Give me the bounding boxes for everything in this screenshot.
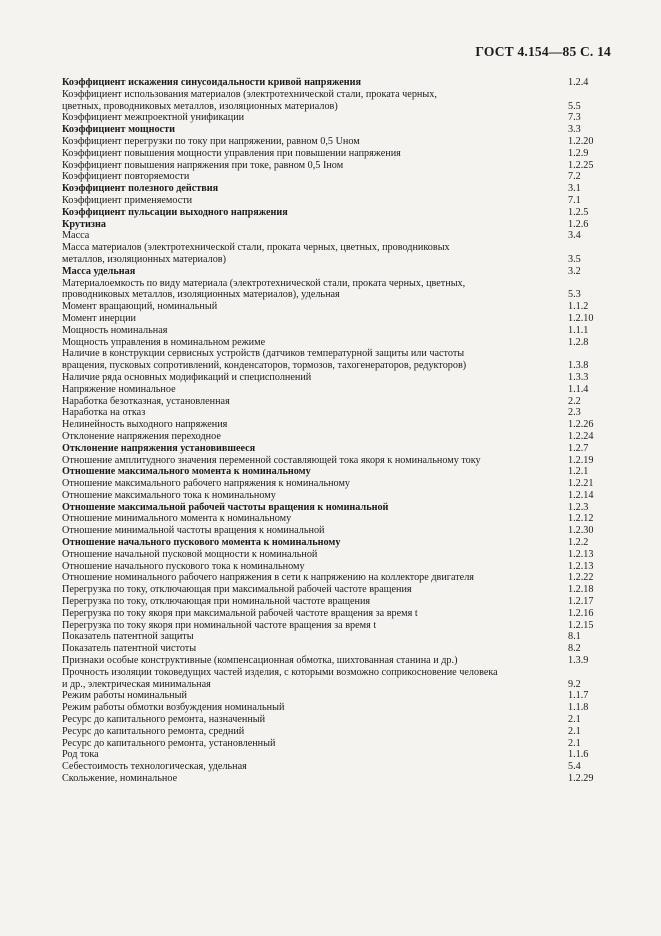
index-entry bbox=[62, 171, 617, 183]
entry-clause-ref: 1.2.10 bbox=[568, 312, 594, 324]
entry-term: Коэффициент искажения синусоидальности кривой напряжения bbox=[62, 77, 361, 88]
entry-term: Отношение минимальной частоты вращения к номинальной bbox=[62, 525, 325, 537]
entry-term: Отношение начальной пусковой мощности к номинальной bbox=[62, 548, 318, 560]
entry-clause-ref: 3.3 bbox=[568, 124, 581, 136]
entry-clause-ref: 1.3.9 bbox=[568, 655, 589, 667]
entry-term: Момент инерции bbox=[62, 312, 136, 324]
entry-clause-ref: 1.2.3 bbox=[568, 501, 589, 513]
entry-term: Перегрузка по току якоря при номинальной частоте вращения за время t bbox=[62, 619, 377, 631]
entry-clause-ref: 8.2 bbox=[568, 643, 581, 655]
index-entry bbox=[62, 620, 617, 632]
entry-term: Ресурс до капитального ремонта, назначенный bbox=[62, 714, 266, 726]
entry-term: Наличие ряда основных модификаций и специсполнений bbox=[62, 371, 312, 383]
entry-term: Отношение начального пускового тока к номинальному bbox=[62, 560, 305, 572]
index-entry bbox=[62, 761, 617, 773]
entry-clause-ref: 1.2.17 bbox=[568, 596, 594, 608]
index-entry bbox=[62, 714, 617, 726]
entry-clause-ref: 1.1.8 bbox=[568, 702, 589, 714]
index-entry bbox=[62, 160, 617, 172]
entry-term: Момент вращающий, номинальный bbox=[62, 301, 218, 313]
entry-term: Режим работы номинальный bbox=[62, 690, 187, 702]
entry-clause-ref: 1.2.7 bbox=[568, 442, 589, 454]
entry-clause-ref: 1.2.21 bbox=[568, 478, 594, 490]
index-entry bbox=[62, 431, 617, 443]
index-entry bbox=[62, 502, 617, 514]
entry-clause-ref: 1.1.2 bbox=[568, 301, 589, 313]
entry-clause-ref: 1.2.6 bbox=[568, 218, 589, 230]
entry-clause-ref: 8.1 bbox=[568, 631, 581, 643]
index-entry bbox=[62, 690, 617, 702]
entry-clause-ref: 1.2.30 bbox=[568, 525, 594, 537]
index-entry bbox=[62, 490, 617, 502]
index-entry bbox=[62, 313, 617, 325]
entry-term: Отношение амплитудного значения переменной составляющей тока якоря к номинальному току bbox=[62, 454, 481, 466]
entry-clause-ref: 1.2.8 bbox=[568, 336, 589, 348]
index-entry bbox=[62, 596, 617, 608]
index-entry bbox=[62, 738, 617, 750]
entry-term: Показатель патентной чистоты bbox=[62, 643, 197, 655]
index-entry bbox=[62, 549, 617, 561]
entry-term: Ресурс до капитального ремонта, средний bbox=[62, 725, 245, 737]
entry-term: Нелинейность выходного напряжения bbox=[62, 419, 228, 431]
index-entry bbox=[62, 466, 617, 478]
entry-term: Скольжение, номинальное bbox=[62, 773, 178, 785]
entry-clause-ref: 1.2.22 bbox=[568, 572, 594, 584]
index-entry bbox=[62, 478, 617, 490]
entry-clause-ref: 3.2 bbox=[568, 265, 581, 277]
index-entry bbox=[62, 655, 617, 667]
index-entry bbox=[62, 124, 617, 136]
entry-term: Род тока bbox=[62, 749, 99, 761]
index-entry bbox=[62, 207, 617, 219]
entry-term: Коэффициент применяемости bbox=[62, 194, 193, 206]
entry-term: Масса удельная bbox=[62, 265, 136, 277]
index-entry bbox=[62, 266, 617, 278]
entry-term: Перегрузка по току якоря при максимальной рабочей частоте вращения за время t bbox=[62, 607, 418, 619]
index-entry bbox=[62, 136, 617, 148]
index-entry bbox=[62, 455, 617, 467]
index-entry bbox=[62, 195, 617, 207]
entry-clause-ref: 1.3.3 bbox=[568, 371, 589, 383]
entry-clause-ref: 1.1.4 bbox=[568, 383, 589, 395]
index-entry bbox=[62, 278, 617, 302]
entry-term: Отношение максимального тока к номинальному bbox=[62, 489, 276, 501]
entry-clause-ref: 3.5 bbox=[568, 253, 581, 265]
index-entry bbox=[62, 183, 617, 195]
index-entry bbox=[62, 219, 617, 231]
entry-clause-ref: 5.5 bbox=[568, 100, 581, 112]
entry-term: Отношение начального пускового момента к номинальному bbox=[62, 537, 341, 549]
entry-clause-ref: 2.1 bbox=[568, 725, 581, 737]
entry-clause-ref: 2.1 bbox=[568, 737, 581, 749]
entry-term: Отношение минимального момента к номинальному bbox=[62, 513, 292, 525]
entry-term: Показатель патентной защиты bbox=[62, 631, 194, 643]
entry-term: Коэффициент использования материалов (электротехнической стали, проката черных, цветных, проводниковых металлов, изоляционных материалов) bbox=[62, 88, 437, 112]
entry-term: Отклонение напряжения установившееся bbox=[62, 442, 256, 454]
entry-term: Коэффициент пульсации выходного напряжения bbox=[62, 206, 288, 218]
entry-clause-ref: 9.2 bbox=[568, 678, 581, 690]
index-entry bbox=[62, 561, 617, 573]
entry-term: Масса bbox=[62, 230, 90, 242]
entry-clause-ref: 2.3 bbox=[568, 407, 581, 419]
entry-term: Ресурс до капитального ремонта, установленный bbox=[62, 737, 276, 749]
index-entry bbox=[62, 525, 617, 537]
index-entry bbox=[62, 773, 617, 785]
index-entry bbox=[62, 407, 617, 419]
entry-clause-ref: 1.2.18 bbox=[568, 584, 594, 596]
entry-clause-ref: 1.2.5 bbox=[568, 206, 589, 218]
entry-term: Прочность изоляции токоведущих частей изделия, с которыми возможно соприкосновение человека и др., электрическая минимальная bbox=[62, 666, 498, 690]
entry-clause-ref: 1.2.24 bbox=[568, 430, 594, 442]
entry-clause-ref: 7.1 bbox=[568, 194, 581, 206]
entry-clause-ref: 1.2.20 bbox=[568, 135, 594, 147]
entry-clause-ref: 5.4 bbox=[568, 761, 581, 773]
index-entry bbox=[62, 537, 617, 549]
entry-term: Перегрузка по току, отключающая при номинальной частоте вращения bbox=[62, 596, 371, 608]
entry-term: Коэффициент перегрузки по току при напряжении, равном 0,5 Uном bbox=[62, 135, 360, 147]
index-entry bbox=[62, 148, 617, 160]
entry-term: Коэффициент повышения мощности управления при повышении напряжения bbox=[62, 147, 401, 159]
entry-term: Перегрузка по току, отключающая при максимальной рабочей частоте вращения bbox=[62, 584, 412, 596]
index-entry bbox=[62, 749, 617, 761]
entry-term: Материалоемкость по виду материала (электротехнической стали, проката черных, цветных, проводниковых металлов, изоляционных материалов), удельная bbox=[62, 277, 466, 301]
index-entry bbox=[62, 337, 617, 349]
entry-term: Крутизна bbox=[62, 218, 106, 230]
entry-term: Коэффициент мощности bbox=[62, 124, 175, 136]
index-entry bbox=[62, 384, 617, 396]
entry-term: Отношение максимальной рабочей частоты вращения к номинальной bbox=[62, 501, 389, 513]
entry-clause-ref: 1.2.13 bbox=[568, 548, 594, 560]
index-entry bbox=[62, 112, 617, 124]
entry-term: Отношение максимального момента к номинальному bbox=[62, 466, 311, 478]
entry-term: Мощность номинальная bbox=[62, 324, 168, 336]
entry-clause-ref: 1.2.2 bbox=[568, 537, 589, 549]
entry-clause-ref: 3.4 bbox=[568, 230, 581, 242]
entry-term: Мощность управления в номинальном режиме bbox=[62, 336, 266, 348]
entry-clause-ref: 1.1.6 bbox=[568, 749, 589, 761]
entry-term: Коэффициент межпроектной унификации bbox=[62, 112, 245, 124]
entry-clause-ref: 2.2 bbox=[568, 395, 581, 407]
entry-clause-ref: 1.2.9 bbox=[568, 147, 589, 159]
index-entry bbox=[62, 242, 617, 266]
entry-clause-ref: 1.2.12 bbox=[568, 513, 594, 525]
entry-clause-ref: 1.2.25 bbox=[568, 159, 594, 171]
entry-clause-ref: 5.3 bbox=[568, 289, 581, 301]
index-entry bbox=[62, 396, 617, 408]
entry-term: Отношение максимального рабочего напряжения к номинальному bbox=[62, 478, 350, 490]
index-entry bbox=[62, 89, 617, 113]
index-entry bbox=[62, 608, 617, 620]
index-entry bbox=[62, 726, 617, 738]
index-entry bbox=[62, 584, 617, 596]
index-entry bbox=[62, 702, 617, 714]
index-entry bbox=[62, 513, 617, 525]
entry-clause-ref: 3.1 bbox=[568, 183, 581, 195]
index-entry bbox=[62, 667, 617, 691]
entry-clause-ref: 1.2.14 bbox=[568, 489, 594, 501]
index-entry bbox=[62, 572, 617, 584]
entry-clause-ref: 1.2.29 bbox=[568, 773, 594, 785]
entry-term: Себестоимость технологическая, удельная bbox=[62, 761, 247, 773]
entry-term: Признаки особые конструктивные (компенсационная обмотка, шихтованная станина и др.) bbox=[62, 655, 458, 667]
index-entry bbox=[62, 631, 617, 643]
entry-term: Отношение номинального рабочего напряжения в сети к напряжению на коллекторе двигателя bbox=[62, 572, 474, 584]
index-entry bbox=[62, 372, 617, 384]
entry-clause-ref: 1.2.13 bbox=[568, 560, 594, 572]
entry-clause-ref: 2.1 bbox=[568, 714, 581, 726]
entry-term: Наработка безотказная, установленная bbox=[62, 395, 230, 407]
entry-term: Наличие в конструкции сервисных устройств (датчиков температурной защиты или частоты вращения, пусковых сопротивлений, конденсаторов, тормозов, тахогенераторов, редукторов) bbox=[62, 348, 467, 372]
index-list bbox=[62, 77, 617, 785]
index-entry bbox=[62, 77, 617, 89]
index-entry bbox=[62, 348, 617, 372]
entry-clause-ref: 1.1.7 bbox=[568, 690, 589, 702]
index-entry bbox=[62, 643, 617, 655]
entry-term: Отклонение напряжения переходное bbox=[62, 430, 221, 442]
entry-clause-ref: 1.2.19 bbox=[568, 454, 594, 466]
index-entry bbox=[62, 325, 617, 337]
entry-term: Режим работы обмотки возбуждения номинальный bbox=[62, 702, 285, 714]
entry-clause-ref: 1.2.1 bbox=[568, 466, 589, 478]
entry-term: Масса материалов (электротехнической стали, проката черных, цветных, проводниковых металлов, изоляционных материалов) bbox=[62, 242, 450, 265]
entry-term: Коэффициент повторяемости bbox=[62, 171, 190, 183]
page-header: ГОСТ 4.154—85 С. 14 bbox=[475, 44, 611, 59]
entry-clause-ref: 7.2 bbox=[568, 171, 581, 183]
index-entry bbox=[62, 301, 617, 313]
entry-term: Наработка на отказ bbox=[62, 407, 146, 419]
entry-clause-ref: 1.2.16 bbox=[568, 607, 594, 619]
entry-clause-ref: 1.2.4 bbox=[568, 77, 589, 88]
entry-clause-ref: 1.1.1 bbox=[568, 324, 589, 336]
index-entry bbox=[62, 419, 617, 431]
index-entry bbox=[62, 230, 617, 242]
entry-term: Коэффициент повышения напряжения при токе, равном 0,5 Iном bbox=[62, 159, 344, 171]
index-entry bbox=[62, 443, 617, 455]
entry-term: Напряжение номинальное bbox=[62, 383, 176, 395]
entry-clause-ref: 7.3 bbox=[568, 112, 581, 124]
entry-clause-ref: 1.3.8 bbox=[568, 360, 589, 372]
entry-clause-ref: 1.2.15 bbox=[568, 619, 594, 631]
entry-clause-ref: 1.2.26 bbox=[568, 419, 594, 431]
entry-term: Коэффициент полезного действия bbox=[62, 183, 219, 195]
